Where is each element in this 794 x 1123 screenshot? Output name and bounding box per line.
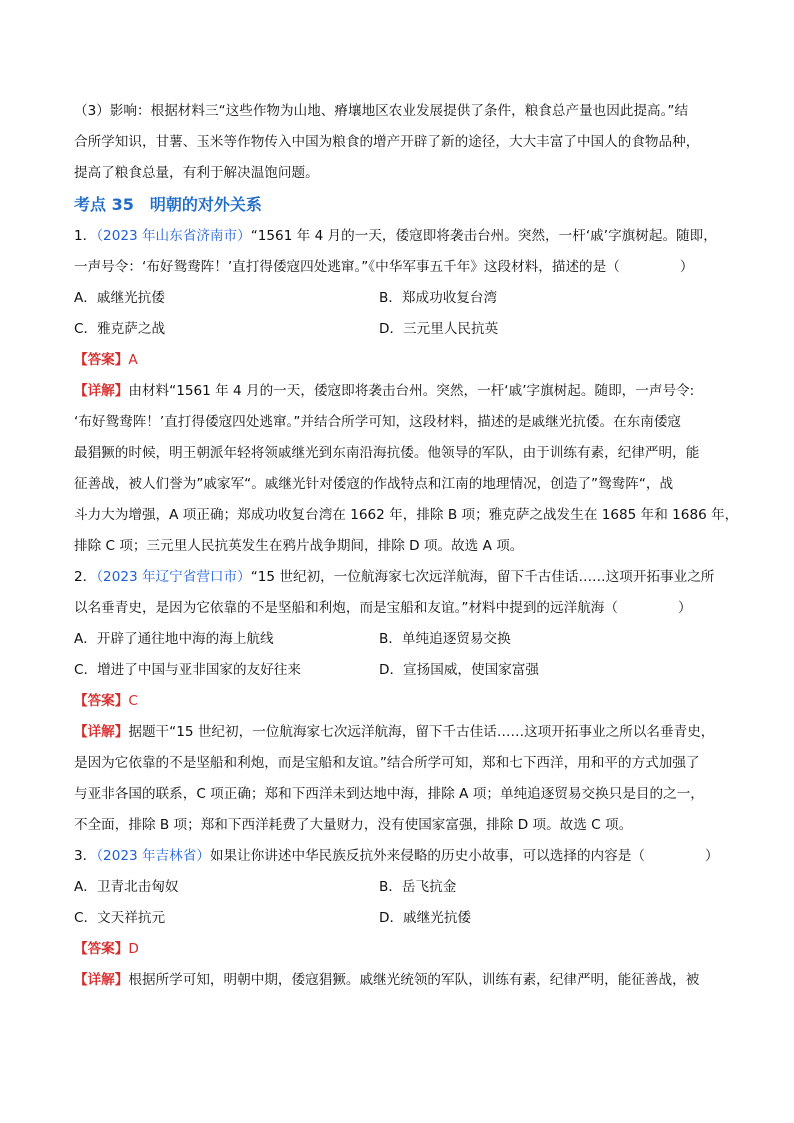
answer-label: 【答案】 xyxy=(74,941,129,957)
option-c: C．文天祥抗元 xyxy=(74,910,166,926)
detail-line: 不全面，排除 B 项；郑和下西洋耗费了大量财力，没有使国家富强，排除 D 项。故选 C 项。 xyxy=(74,817,633,833)
detail-label: 【详解】 xyxy=(74,724,129,740)
text-line: （3）影响：根据材料三“这些作物为山地、瘠壤地区农业发展提供了条件，粮食总产量也因此提高。”结 xyxy=(74,103,689,119)
detail-line: ‘布好鸳鸯阵！’直打得倭寇四处逃窜。”并结合所学可知，这段材料，描述的是戚继光抗倭。在东南倭寇 xyxy=(74,414,682,430)
detail-line: 征善战，被人们誉为”戚家军“。戚继光针对倭寇的作战特点和江南的地理情况，创造了”鸳鸯阵“，战 xyxy=(74,476,674,492)
question-stem-line: 2．（2023 年辽宁省营口市）“15 世纪初，一位航海家七次远洋航海，留下千古佳话……这项开拓事业之所 xyxy=(74,569,715,585)
detail-label: 【详解】 xyxy=(74,972,129,988)
answer-line xyxy=(74,345,724,376)
option-a: A．卫青北击匈奴 xyxy=(74,879,179,895)
option-a: A．开辟了通往地中海的海上航线 xyxy=(74,631,274,647)
options-row xyxy=(74,903,724,934)
option-d: D．戚继光抗倭 xyxy=(379,910,472,926)
answer-value: C xyxy=(128,693,138,709)
text-line: 提高了粮食总量，有利于解决温饱问题。 xyxy=(74,165,319,181)
question-source: （2023 年山东省济南市） xyxy=(96,228,251,244)
question-3 xyxy=(74,841,724,996)
detail-line: 【详解】根据所学可知，明朝中期，倭寇猖獗。戚继光统领的军队，训练有素，纪律严明，能征善战，被 xyxy=(74,972,700,988)
answer-label: 【答案】 xyxy=(74,352,129,368)
answer-value: A xyxy=(128,352,138,368)
question-source: （2023 年吉林省） xyxy=(96,848,210,864)
option-a: A．戚继光抗倭 xyxy=(74,290,165,306)
section-heading: 考点 35 明朝的对外关系 xyxy=(74,195,262,214)
question-number: 1． xyxy=(74,228,97,244)
detail-line: 排除 C 项；三元里人民抗英发生在鸦片战争期间，排除 D 项。故选 A 项。 xyxy=(74,538,524,554)
detail-line: 【详解】据题干“15 世纪初，一位航海家七次远洋航海，留下千古佳话……这项开拓事业之所以名垂青史， xyxy=(74,724,715,740)
question-number: 2． xyxy=(74,569,97,585)
detail-line: 最猖獗的时候，明王朝派年轻将领戚继光到东南沿海抗倭。他领导的军队，由于训练有素，纪律严明，能 xyxy=(74,445,700,461)
option-c: C．增进了中国与亚非国家的友好往来 xyxy=(74,662,301,678)
answer-value: D xyxy=(128,941,139,957)
question-stem-line: 一声号令：‘布好鸳鸯阵！’直打得倭寇四处逃窜。”《中华军事五千年》这段材料，描述的是（ ） xyxy=(74,259,694,275)
option-b: B．岳飞抗金 xyxy=(379,879,457,895)
options-row xyxy=(74,624,724,655)
option-b: B．郑成功收复台湾 xyxy=(379,290,498,306)
option-d: D．三元里人民抗英 xyxy=(379,321,499,337)
options-row xyxy=(74,872,724,903)
detail-label: 【详解】 xyxy=(74,383,129,399)
question-stem-line: 1．（2023 年山东省济南市）“1561 年 4 月的一天，倭寇即将袭击台州。突然，一杆‘戚’字旗树起。随即， xyxy=(74,228,717,244)
question-stem-line: 以名垂青史，是因为它依靠的不是坚船和利炮，而是宝船和友谊。”材料中提到的远洋航海（ ） xyxy=(74,600,692,616)
options-row xyxy=(74,314,724,345)
question-2 xyxy=(74,562,724,841)
text-line: 合所学知识，甘薯、玉米等作物传入中国为粮食的增产开辟了新的途径，大大丰富了中国人的食物品种， xyxy=(74,134,700,150)
option-d: D．宣扬国威，使国家富强 xyxy=(379,662,539,678)
answer-line xyxy=(74,934,724,965)
question-stem-line: 3．（2023 年吉林省）如果让你讲述中华民族反抗外来侵略的历史小故事，可以选择的内容是（ ） xyxy=(74,848,719,864)
detail-line: 【详解】由材料“1561 年 4 月的一天，倭寇即将袭击台州。突然，一杆‘戚’字旗树起。随即，一声号令: xyxy=(74,383,695,399)
option-c: C．雅克萨之战 xyxy=(74,321,166,337)
intro-paragraph xyxy=(74,96,724,189)
detail-line: 斗力大为增强，A 项正确；郑成功收复台湾在 1662 年，排除 B 项；雅克萨之战发生在 1685 年和 1686 年， xyxy=(74,507,739,523)
question-1 xyxy=(74,221,739,562)
detail-line: 与亚非各国的联系，C 项正确；郑和下西洋未到达地中海，排除 A 项；单纯追逐贸易交换只是目的之一， xyxy=(74,786,704,802)
detail-line: 是因为它依靠的不是坚船和利炮，而是宝船和友谊。”结合所学可知，郑和七下西洋，用和平的方式加强了 xyxy=(74,755,700,771)
page-content xyxy=(74,96,739,996)
option-b: B．单纯追逐贸易交换 xyxy=(379,631,511,647)
answer-label: 【答案】 xyxy=(74,693,129,709)
options-row xyxy=(74,283,724,314)
question-source: （2023 年辽宁省营口市） xyxy=(96,569,251,585)
answer-line xyxy=(74,686,724,717)
options-row xyxy=(74,655,724,686)
question-number: 3． xyxy=(74,848,97,864)
